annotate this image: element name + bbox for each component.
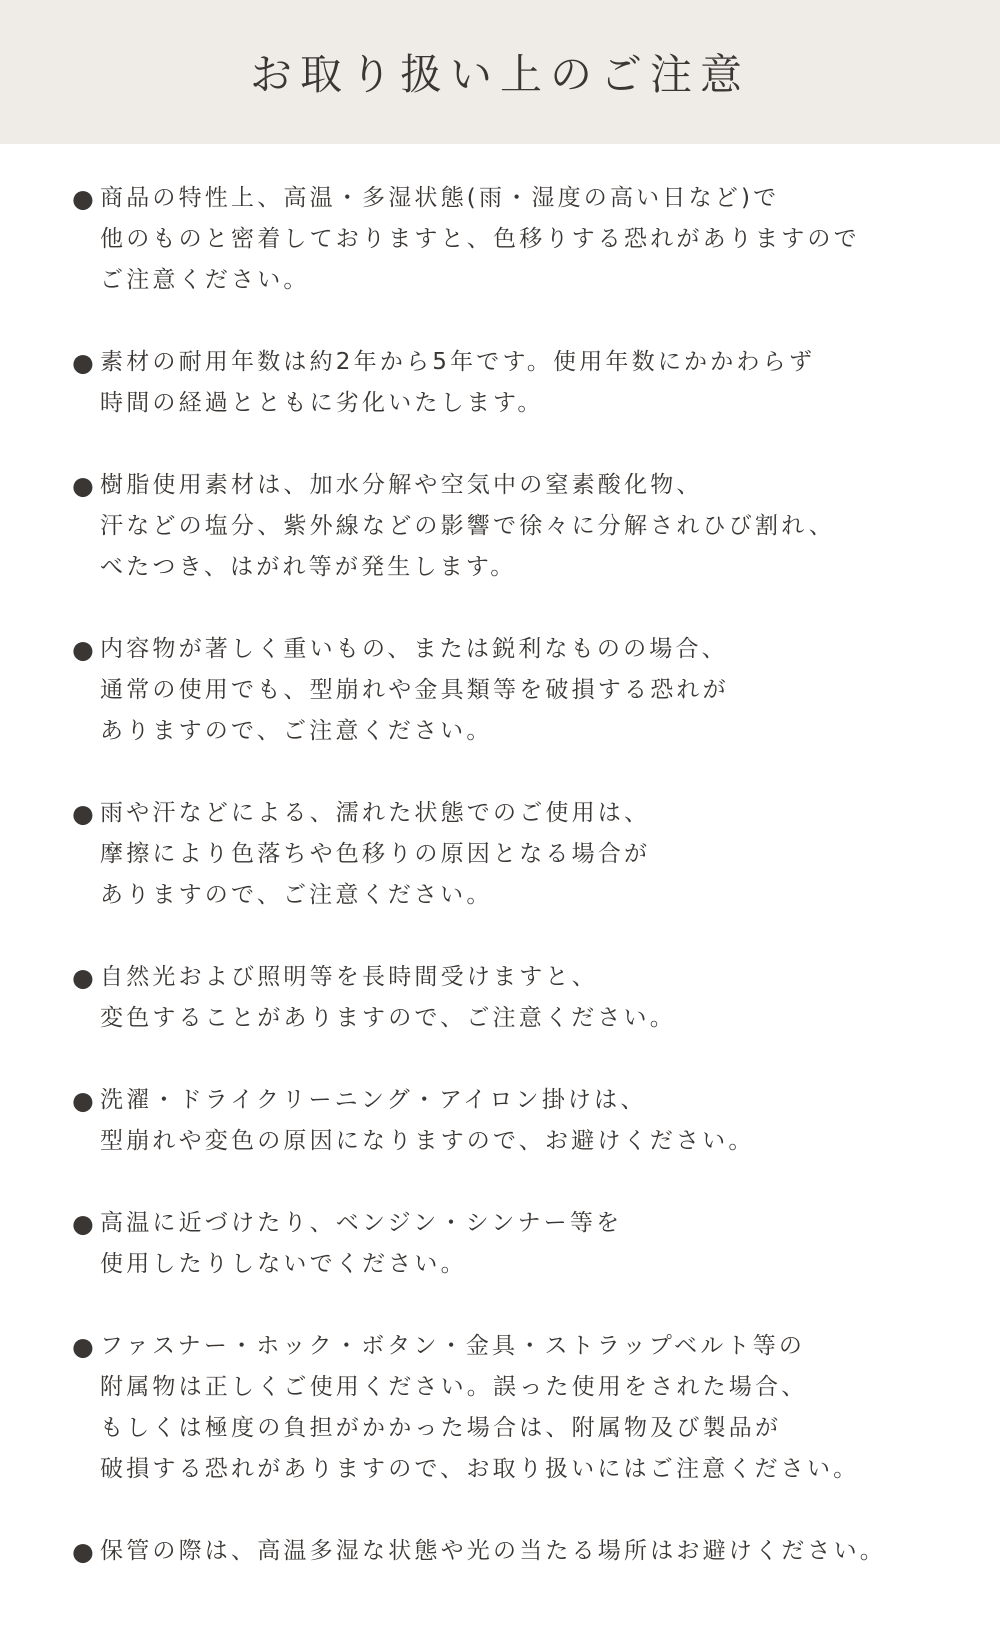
care-note-item [72,629,972,752]
bullet-icon: ● [72,1209,94,1238]
care-note-line: 樹脂使用素材は、加水分解や空気中の窒素酸化物、 [100,472,703,498]
care-note-line: 素材の耐用年数は約2年から5年です。使用年数にかかわらず [100,349,816,375]
care-note-line: 附属物は正しくご使用ください。誤った使用をされた場合、 [100,1374,808,1400]
bullet-icon: ● [72,1086,94,1115]
care-note-line: 他のものと密着しておりますと、色移りする恐れがありますので [100,226,860,252]
bullet-icon: ● [72,1332,94,1361]
care-note-line: 洗濯・ドライクリーニング・アイロン掛けは、 [100,1087,647,1113]
care-note-text [100,465,835,588]
page-title: お取り扱い上のご注意 [249,50,750,99]
care-note-line: 汗などの塩分、紫外線などの影響で徐々に分解されひび割れ、 [100,513,835,539]
care-note-item [72,1203,972,1285]
care-note-item [72,178,972,301]
care-note-line: 通常の使用でも、型崩れや金具類等を破損する恐れが [100,677,729,703]
care-note-text [100,342,815,424]
care-note-line: ファスナー・ホック・ボタン・金具・ストラップベルト等の [100,1333,806,1359]
care-note-line: ご注意ください。 [100,267,310,293]
care-note-text [100,629,729,752]
bullet-icon: ● [72,799,94,828]
care-note-line: 内容物が著しく重いもの、または鋭利なものの場合、 [100,636,728,662]
care-note-line: 時間の経過とともに劣化いたします。 [100,390,544,416]
care-note-line: 摩擦により色落ちや色移りの原因となる場合が [100,841,651,867]
header-band [0,0,1000,144]
bullet-icon: ● [72,471,94,500]
care-note-text [100,793,650,916]
care-note-line: 破損する恐れがありますので、お取り扱いにはご注意ください。 [100,1456,860,1482]
bullet-icon: ● [72,963,94,992]
care-note-item [72,793,972,916]
care-note-line: 使用したりしないでください。 [100,1251,467,1277]
care-notes-list [72,178,972,1613]
care-note-item [72,957,972,1039]
care-note-item [72,1531,972,1572]
care-note-text [100,178,860,301]
care-note-line: ありますので、ご注意ください。 [100,882,493,908]
care-note-line: 型崩れや変色の原因になりますので、お避けください。 [100,1128,755,1154]
care-note-text [100,957,676,1039]
care-note-line: べたつき、はがれ等が発生します。 [100,554,517,580]
care-note-line: 商品の特性上、高温・多湿状態(雨・湿度の高い日など)で [100,185,780,211]
bullet-icon: ● [72,348,94,377]
care-note-line: 変色することがありますので、ご注意ください。 [100,1005,676,1031]
care-note-item [72,342,972,424]
care-note-line: 雨や汗などによる、濡れた状態でのご使用は、 [100,800,651,826]
care-note-text [100,1080,755,1162]
bullet-icon: ● [72,635,94,664]
care-note-line: 保管の際は、高温多湿な状態や光の当たる場所はお避けください。 [100,1538,886,1564]
care-note-text [100,1531,886,1572]
bullet-icon: ● [72,184,94,213]
bullet-icon: ● [72,1537,94,1566]
care-note-line: もしくは極度の負担がかかった場合は、附属物及び製品が [100,1415,782,1441]
care-note-item [72,1080,972,1162]
care-note-text [100,1326,859,1490]
care-note-line: 高温に近づけたり、ベンジン・シンナー等を [100,1210,623,1236]
care-note-line: 自然光および照明等を長時間受けますと、 [100,964,598,990]
care-note-item [72,465,972,588]
care-note-item [72,1326,972,1490]
care-note-line: ありますので、ご注意ください。 [100,718,493,744]
care-note-text [100,1203,622,1285]
